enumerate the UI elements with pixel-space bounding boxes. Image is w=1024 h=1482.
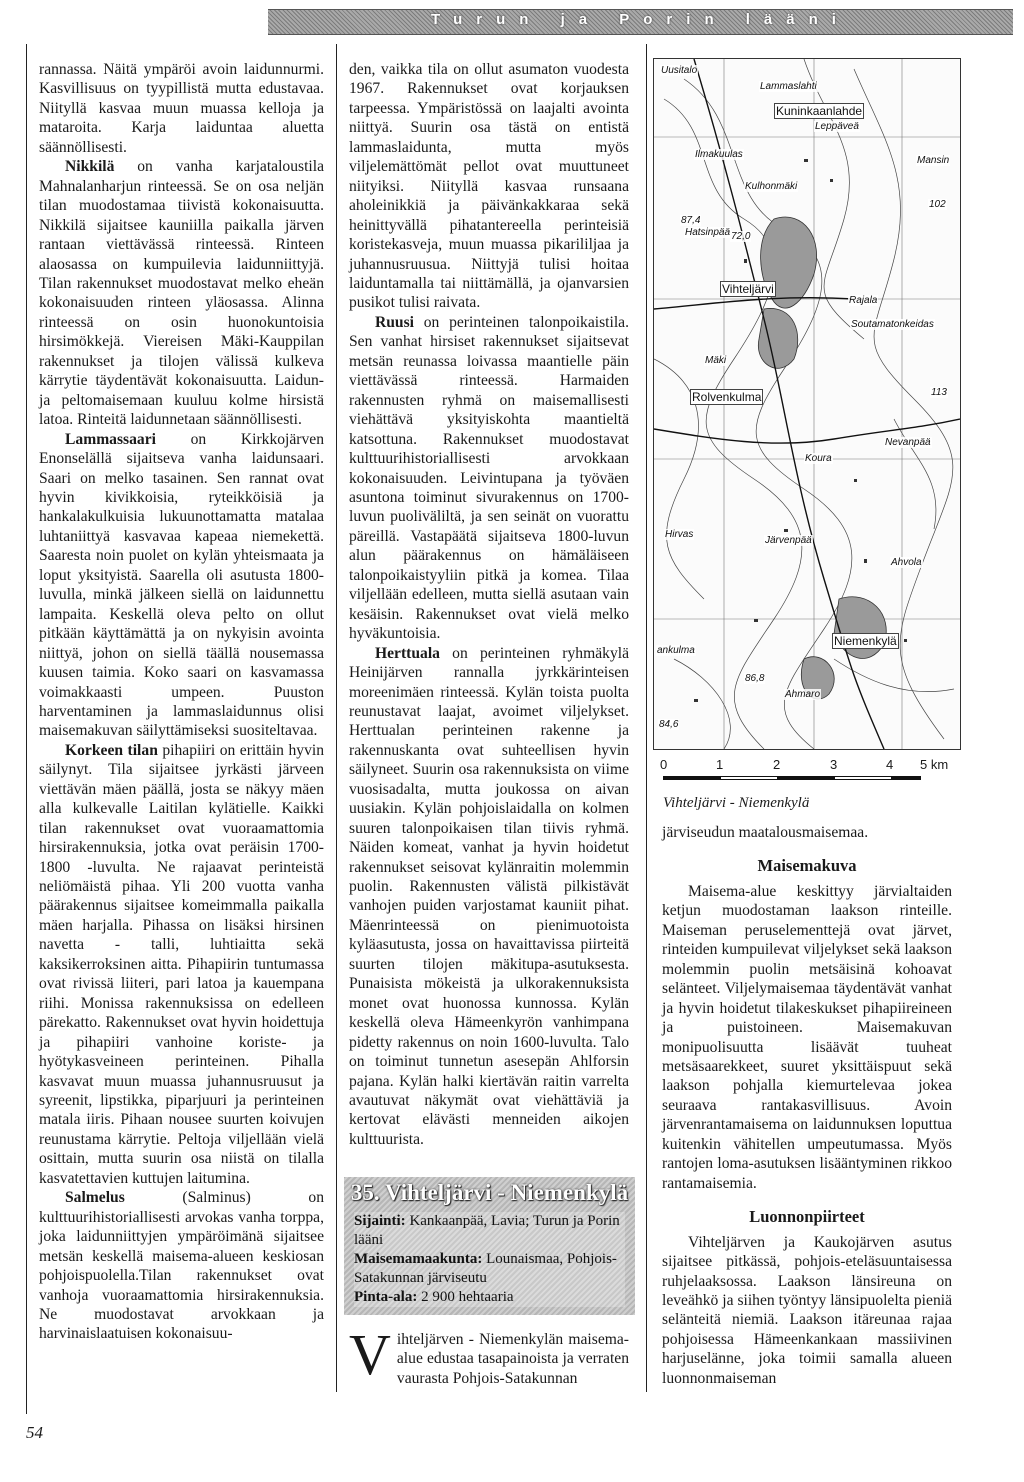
map-label: 84,6 (659, 719, 679, 730)
drop-cap: V (349, 1322, 391, 1387)
paragraph-heading: Korkeen tilan (65, 741, 158, 759)
map-label: Mansin (917, 155, 950, 166)
text-column-middle (349, 60, 629, 1149)
infobox-label: Pinta-ala: (354, 1289, 418, 1305)
map-label: 113 (931, 387, 947, 398)
infobox-label: Maisemamaakunta: (354, 1251, 483, 1267)
paragraph (39, 430, 324, 741)
scale-segment (777, 776, 834, 780)
intro-text: ihteljärven - Niemenkylän maisema-alue edustaa tasapainoista ja verraten vaurasta Pohjois-Satakunnan (396, 1331, 629, 1387)
paragraph-text: (Salminus) on kulttuurihistoriallisesti arvokas vanha torppa, joka laidunniittyjen ympäröimänä sijaitsee metsän keskellä maisema-alueen keskiosan pohjoispuolella.Tilan rakennukset ovat vanhoja vuoraamattomia hirsirakennuksia. Ne muodostavat arvokkaan ja harvinaislaatuisen kokonaisuu- (39, 1189, 324, 1343)
scale-segment (834, 776, 893, 780)
map-label: ankulma (657, 645, 695, 656)
paragraph (39, 157, 324, 429)
scale-tick-label: 1 (716, 757, 724, 772)
scale-segment (891, 776, 921, 780)
scale-tick-label: 5 km (920, 757, 949, 772)
map-label: Ahmaro (785, 689, 821, 700)
paragraph (349, 313, 629, 644)
map-label: Hatsinpää (685, 227, 731, 238)
infobox-value: Kankaanpää, Lavia; Turun ja Porin lääni (354, 1213, 620, 1248)
scale-segment (720, 776, 779, 780)
section-text: Maisema-alue keskittyy järvialtaiden ketjun muodostaman laakson rinteille. Maiseman peruselementtejä ovat järvet, rinteiden kumpuilevat viljelykset sekä laakson molemmin puolin metsäisinä kohoavat selänteet. Viljelymaisemaa täydentävät vanhat ja hyvin hoidetut tilakeskukset pihapiireineen ja puistoineen. Maisemakuvan monipuolisuutta lisäävät tuuheat metsäsaarekkeet, suuret yksittäispuut sekä laakson pohjalla kiemurtelevaa jokea seuraava rantakasvillisuus. Avoin järvenrantamaisema on laidunnuksen loputtua kuitenkin vähitellen umpeutumassa. Myös rantojen loma-asutuksen lisääntyminen rikkoo rantamaisemia. (662, 882, 952, 1192)
map-label: Koura (805, 453, 832, 464)
scale-segment (663, 776, 720, 780)
paragraph-text: on perinteinen ryhmäkylä Heinijärven rannalla jyrkkärinteisen moreenimäen rinteessä. Kylän toista puolta reunustavat laajat, avoimet viljelykset. Herttualan perinteinen rakenne ja rakennuskanta ovat suhteellisen hyvin säilyneet. Suurin osa rakennuksista on viime vuosisadalta, mutta joukossa on aivan uusiakin. Kylän pohjoislaidalla on kolmen suuren talonpoikaisen tilan tiivis ryhmä. Näiden komeat, vanhat ja hyvin hoidetut rakennukset seisovat kylänraitin molemmin puolin. Rakennusten välistä pilkistävät vanhojen puiden varjostamat kauniit pihat. Mäenrinteessä on pienimuotoista kyläasutusta, jossa on havaittavissa piirteitä suurten tilojen mäkitupa-asutuksesta. Punaisista mökeistä ja ulkorakennuksista monet ovat huonossa kunnossa. Kylän keskellä oleva Hämeenkyrön vanhimpana pidetty rakennus on noin 1600-luvulta. Talo on toiminut tunnetun asesepän Ahlforsin pajana. Kylän halki kiertävän raitin varrelta avautuvat näkymät ovat viehättäviä ja kertovat elävästi menneiden aikojen kulttuurista. (349, 644, 629, 1148)
column-rule-right (646, 44, 647, 1392)
scale-tick-label: 2 (773, 757, 781, 772)
map-label-niemenkyla: Niemenkylä (834, 634, 897, 648)
map-label: Ahvola (891, 557, 922, 568)
paragraph-heading: Salmelus (65, 1189, 125, 1207)
map-label: Järvenpää (765, 535, 812, 546)
map-label-kuninkaanlahde: Kuninkaanlahde (776, 104, 863, 118)
map-caption: Vihteljärvi - Niemenkylä (663, 795, 810, 811)
paragraph-heading: Ruusi (375, 313, 415, 331)
paragraph-heading: Nikkilä (65, 158, 115, 176)
map-label: Hirvas (665, 529, 694, 540)
column-rule-middle (336, 44, 337, 1392)
paragraph (39, 741, 324, 1188)
infobox-value: 2 900 hehtaaria (417, 1289, 514, 1305)
topographic-map (653, 58, 961, 750)
running-header-title: Turun ja Porin lääni (431, 11, 850, 28)
infobox-label: Sijainti: (354, 1213, 406, 1229)
paragraph-text: on perinteinen talonpoikaistila. Sen vanhat hirsiset rakennukset sijaitsevat metsän reunassa loivassa maantielle päin viettävässä rinteessä. Harmaiden rakennusten ryhmä on maisemallisesti viehättävä yksityiskohta maantieltä katsottuna. Rakennukset muodostavat kulttuurihistoriallisesti arvokkaan kokonaisuuden. Leivintupana ja työväen asuntona toiminut sivurakennus on 1700-luvun puoliväliltä, ja sen seinät on vuorattu päreillä. Vastapäätä sijaitseva 1800-luvun alun päärakennus on hämäläiseen talonpoikaistyyliin pitkä ja komea. Tilaa viljellään edelleen, mutta siellä asutaan vain kesäisin. Rakennukset ovat vielä melko hyväkuntoisia. (349, 313, 629, 643)
map-label-vihteljarvi: Vihteljärvi (722, 282, 774, 296)
infobox-row (354, 1212, 625, 1250)
text-column-left (39, 60, 324, 1344)
map-label: 102 (929, 199, 946, 210)
area-infobox (344, 1177, 635, 1315)
paragraph-text: den, vaikka tila on ollut asumaton vuodesta 1967. Rakennukset ovat korjauksen tarpeessa. Ympäristössä on laajalti avointa niittyä. Suurin osa tästä on entistä lammaslaidunta, mutta myös viljelemättömät pellot ovat muuttuneet niityiksi. Niityllä kasvaa runsaana aholeinikkiä ja päivänkakkaraa sekä heinittyvällä pihatantereella perinteisiä koristekasveja, muun muassa pikarililjaa ja juhannusruusua. Niittyjä tulisi hoitaa laiduntamalla tai niittämällä, ja ojanvarsien pusikot tulisi raivata. (349, 61, 629, 312)
infobox-title: 35. Vihteljärvi - Niemenkylä (350, 1180, 629, 1205)
map-label: 87,4 (681, 215, 701, 226)
map-label-rolvenkulma: Rolvenkulma (692, 390, 762, 404)
section-heading: Maisemakuva (757, 856, 857, 876)
infobox-row (354, 1288, 625, 1307)
map-label: 72,0 (731, 231, 751, 242)
paragraph-heading: Lammassaari (65, 430, 156, 448)
paragraph-text: on Kirkkojärven Enonselällä sijaitseva vanha laidunsaari. Saari on melko tasainen. Sen rannat ovat hyvin kivikkoisia, ryteikköisiä ja hankalakulkuisia lukuunottamatta matalaa luhtaniittyä kasvavaa kapeaa niemekettä. Saaresta noin puolet on kylän yhteismaata ja loput yksityistä. Saarella oli asutusta 1800-luvulla, minkä jälkeen siellä on laidunnettu lampaita. Keskellä oleva pelto on ollut pitkään käyttämättä ja on nykyisin avointa niittyä, johon on siellä täällä nousemassa kuusen taimia. Koko saari on kasvamassa voimakkaasti umpeen. Puuston harventaminen ja lammaslaidunnus olisi maisemakuvan säilyttämiseksi suositeltavaa. (39, 430, 324, 740)
intro-paragraph (349, 1322, 629, 1388)
section-heading: Luonnonpiirteet (749, 1207, 865, 1227)
paragraph (349, 60, 629, 313)
map-label: Mäki (705, 355, 727, 366)
infobox-row (354, 1250, 625, 1288)
paragraph-text: pihapiiri on erittäin hyvin säilynyt. Tila sijaitsee jyrkästi järveen viettävän mäen päällä, josta se näkyy mäen alla kulkevalle Laitilan kylätielle. Kaikki tilan rakennukset ovat vuoraamattomia hirsirakennuksia, jotka ovat peräisin 1700-1800 -luvulta. Ne rajaavat perinteistä neliömäistä pihaa. Yli 200 vuotta vanha päärakennus sijaitsee komeimmalla paikalla mäen harjalla. Pihassa on lisäksi hirsinen navetta - talli, luhtiaitta sekä kaksikerroksinen aitta. Pihapiirin tuntumassa ovat rivissä liiteri, pari latoa ja kauempana riihi. Monissa rakennuksissa on edelleen pärekatto. Rakennukset ovat hyvin hoidettuja ja pihapiiri vanhoine koriste- ja hyötykasveineen perinteinen. Pihalla kasvavat muun muassa juhannusruusut ja syreenit, lipstikka, piparjuuri ja perinteinen matala iiris. Pihaan nousee suurten koivujen reunustama kärrytie. Peltoja viljellään vielä osittain, mutta suurin osa niistä on tilalla kasvatettavien kuttujen laitumina. (39, 741, 324, 1187)
map-label: Kulhonmäki (745, 181, 798, 192)
infobox-value: Lounaismaa, Pohjois-Satakunnan järviseutu (354, 1251, 617, 1286)
scale-tick-label: 3 (830, 757, 838, 772)
map-label: Nevanpää (885, 437, 931, 448)
map-scale-bar (660, 757, 960, 787)
paragraph-text: on vanha karjataloustila Mahnalanharjun rinteessä. Se on osa neljän tilan muodostamaa tiivistä kokonaisuutta. Nikkilä sijaitsee kauniilla paikalla järven rantaan viettävässä rinteessä. Rinteen alaosassa on kumpuilevia laidunniittyjä. Tilan rakennukset muodostavat melko eheän kokonaisuuden rinteen yläosassa. Alinna rinteessä on osin huonokuntoisia hirsimökkejä. Viereisen Mäki-Kauppilan rakennukset ja tilojen välissä kulkeva kärrytie täydentävät kokonaisuutta. Laidun- ja peltomaisemaan kuuluu kolme hirsistä latoa. Rinteitä laidunnetaan säännöllisesti. (39, 158, 324, 429)
map-label: Leppäveä (815, 121, 859, 132)
running-header (268, 9, 1013, 35)
text-column-right (662, 823, 952, 1388)
paragraph-text: rannassa. Näitä ympäröi avoin laidunnurmi. Kasvillisuus on tyypillistä mutta edustavaa. Niityllä kasvaa muun muassa kelloja ja mataroita. Karja laiduntaa aluetta säännöllisesti. (39, 61, 324, 156)
map-label: Uusitalo (661, 65, 698, 76)
scale-tick-label: 0 (660, 757, 668, 772)
column-rule-left (26, 44, 27, 1414)
paragraph (39, 60, 324, 157)
map-label: Ilmakuulas (695, 149, 743, 160)
scale-tick-label: 4 (886, 757, 894, 772)
page-number: 54 (26, 1423, 43, 1442)
section-text: Vihteljärven ja Kaukojärven asutus sijaitsee pitkässä, pohjois-eteläsuuntaisessa ruhjelaaksossa. Laakson länsireuna on leveähkö ja siihen työntyy länsipuolelta pieniä selänteitä niemiä. Laakson itäreunaa rajaa pohjoisessa Hämeenkankaan massiivinen harjuselänne, joka toimii samalla alueen luonnonmaiseman (662, 1233, 952, 1387)
map-label: Soutamatonkeidas (851, 319, 934, 330)
map-label: Lammaslahti (760, 81, 817, 92)
paragraph-heading: Herttuala (375, 644, 440, 662)
map-label: 86,8 (745, 673, 765, 684)
paragraph (349, 644, 629, 1150)
map-label: Rajala (849, 295, 878, 306)
paragraph (39, 1188, 324, 1344)
continuation-text: järviseudun maatalousmaisemaa. (662, 824, 869, 841)
